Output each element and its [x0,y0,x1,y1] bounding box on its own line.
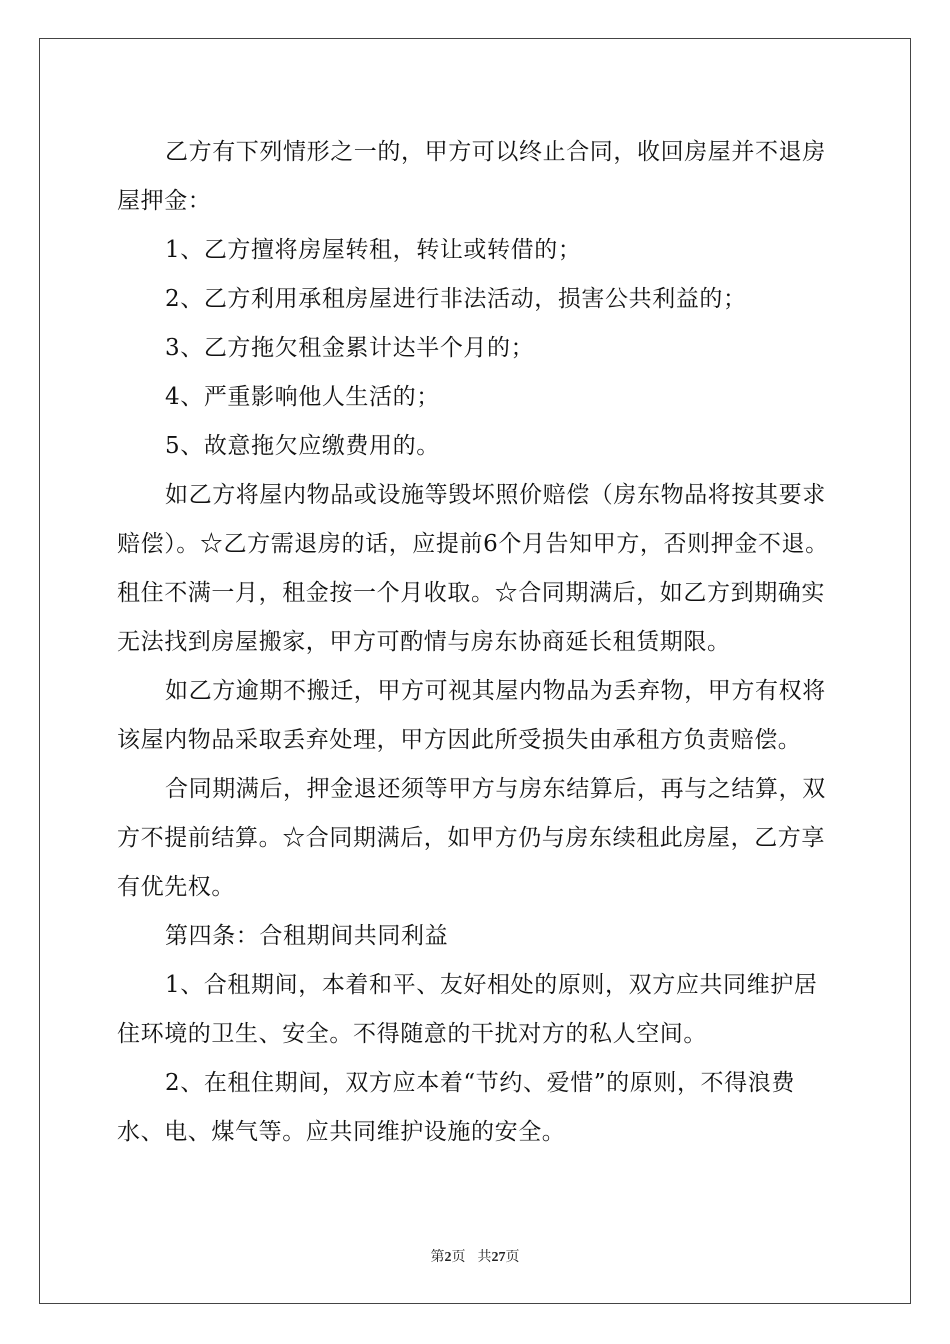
paragraph-line: 方不提前结算。☆合同期满后，如甲方仍与房东续租此房屋，乙方享 [117,825,825,851]
page-number: 2 [444,1250,452,1265]
list-item: 2、在租住期间，双方应本着“节约、爱惜”的原则，不得浪费 [165,1070,795,1096]
paragraph-line: 如乙方将屋内物品或设施等毁坏照价赔偿（房东物品将按其要求 [165,482,826,508]
total-pages: 27 [491,1250,506,1265]
list-item: 3、乙方拖欠租金累计达半个月的； [165,335,535,361]
paragraph-line: 租住不满一月，租金按一个月收取。☆合同期满后，如乙方到期确实 [117,580,825,606]
document-body [117,128,837,1157]
total-suffix: 页 [505,1250,520,1265]
list-item: 5、故意拖欠应缴费用的。 [165,433,440,459]
list-item: 2、乙方利用承租房屋进行非法活动，损害公共利益的； [165,286,747,312]
section-heading: 第四条：合租期间共同利益 [165,923,449,949]
total-prefix: 共 [477,1250,492,1265]
paragraph-line: 如乙方逾期不搬迁，甲方可视其屋内物品为丢弃物，甲方有权将 [165,678,826,704]
paragraph-line: 无法找到房屋搬家，甲方可酌情与房东协商延长租赁期限。 [117,629,731,655]
paragraph-line: 赔偿）。☆乙方需退房的话，应提前6个月告知甲方，否则押金不退。 [117,531,829,557]
page-footer [0,1246,950,1266]
paragraph-line: 屋押金： [117,188,212,214]
paragraph-line: 有优先权。 [117,874,235,900]
list-item: 4、严重影响他人生活的； [165,384,440,410]
paragraph-line: 水、电、煤气等。应共同维护设施的安全。 [117,1119,566,1145]
page-suffix: 页 [451,1250,466,1265]
page-prefix: 第 [430,1250,445,1265]
paragraph-line: 该屋内物品采取丢弃处理，甲方因此所受损失由承租方负责赔偿。 [117,727,802,753]
paragraph-line: 乙方有下列情形之一的，甲方可以终止合同，收回房屋并不退房 [165,139,826,165]
list-item: 1、乙方擅将房屋转租，转让或转借的； [165,237,582,263]
paragraph-line: 住环境的卫生、安全。不得随意的干扰对方的私人空间。 [117,1021,707,1047]
list-item: 1、合租期间，本着和平、友好相处的原则，双方应共同维护居 [165,972,818,998]
paragraph-line: 合同期满后，押金退还须等甲方与房东结算后，再与之结算，双 [165,776,826,802]
